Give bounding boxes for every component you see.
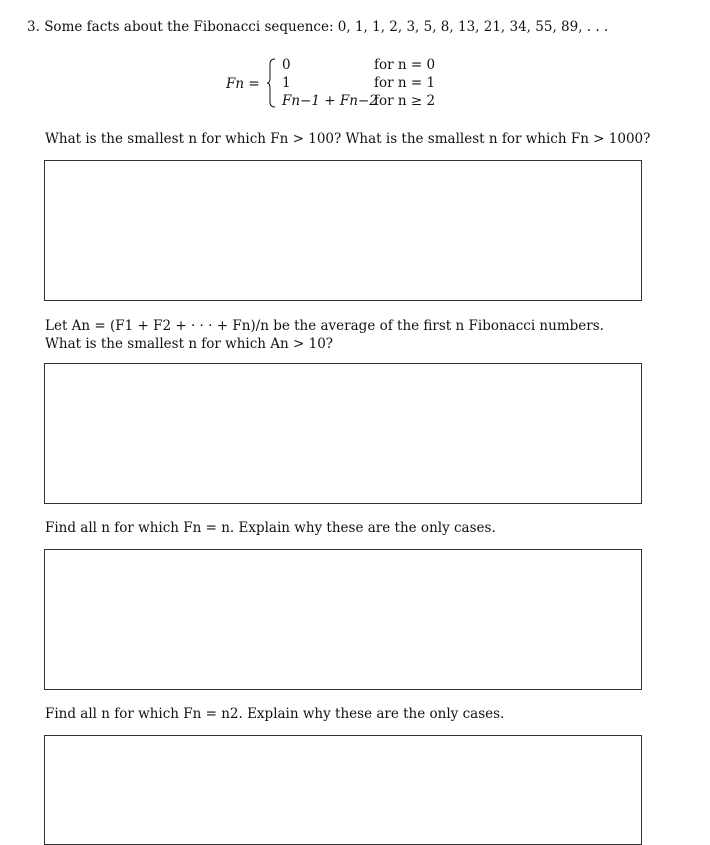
question-4: Find all n for which Fn = n2. Explain why these are the only cases. [45, 706, 505, 722]
case-condition-1: for n = 1 [374, 75, 436, 91]
problem-number: 3. [27, 19, 40, 35]
answer-box-2[interactable] [44, 363, 642, 504]
problem-intro [27, 19, 608, 35]
answer-box-3[interactable] [44, 549, 642, 690]
definition-lhs: Fn = [226, 76, 260, 92]
answer-box-4[interactable] [44, 735, 642, 845]
left-brace-icon [266, 58, 276, 108]
problem-intro-text: Some facts about the Fibonacci sequence: 0, 1, 1, 2, 3, 5, 8, 13, 21, 34, 55, 89, . . . [44, 19, 609, 35]
case-value-0: 0 [282, 57, 291, 73]
question-3: Find all n for which Fn = n. Explain why these are the only cases. [45, 520, 496, 536]
case-condition-0: for n = 0 [374, 57, 436, 73]
case-value-2: Fn−1 + Fn−2 [282, 93, 378, 109]
question-1: What is the smallest n for which Fn > 100? What is the smallest n for which Fn > 1000? [45, 131, 651, 147]
case-condition-2: for n ≥ 2 [374, 93, 436, 109]
answer-box-1[interactable] [44, 160, 642, 301]
case-value-1: 1 [282, 75, 291, 91]
question-2: Let An = (F1 + F2 + · · · + Fn)/n be the average of the first n Fibonacci numbers. What is the smallest n for which An > 10? [45, 318, 604, 352]
fibonacci-definition [226, 56, 456, 112]
